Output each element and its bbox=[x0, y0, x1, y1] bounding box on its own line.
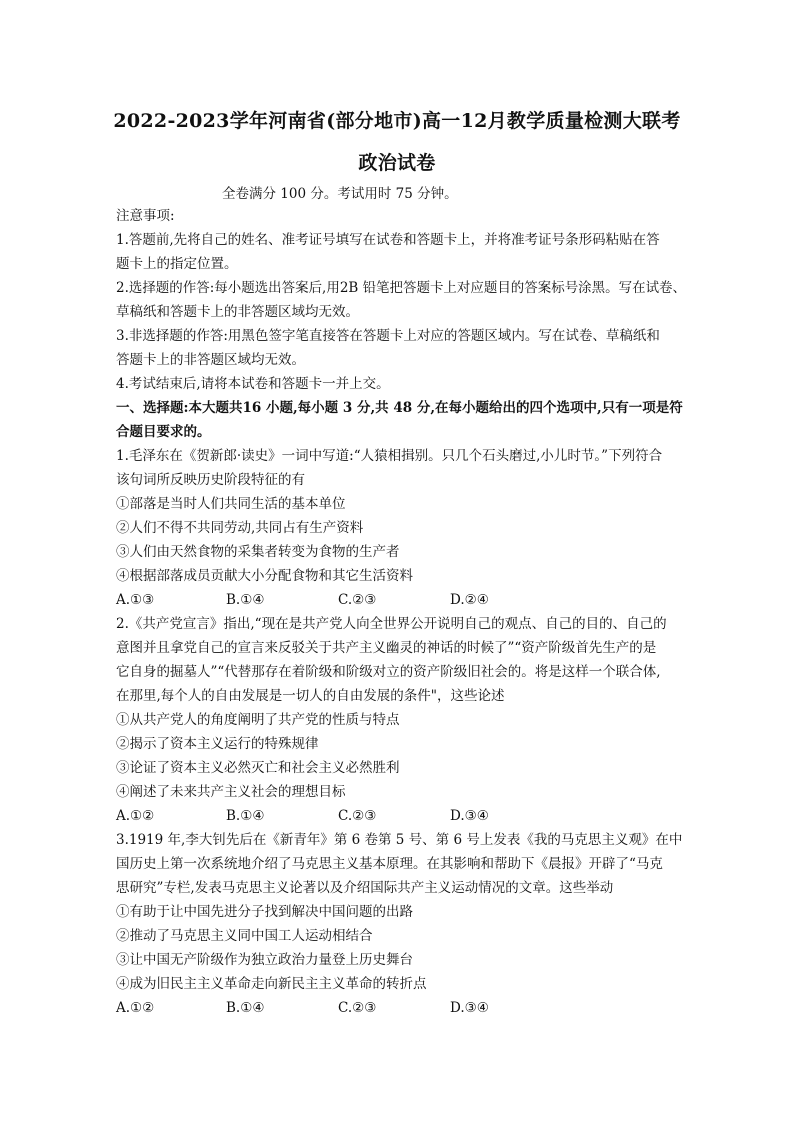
question-item: ②推动了马克思主义同中国工人运动相结合 bbox=[116, 928, 373, 944]
answer-option-c: C.②③ bbox=[338, 592, 377, 608]
question-item: ④成为旧民主主义革命走向新民主主义革命的转折点 bbox=[116, 976, 427, 992]
question-item: ②人们不得不共同劳动,共同占有生产资料 bbox=[116, 520, 364, 536]
exam-meta: 全卷满分 100 分。考试用时 75 分钟。 bbox=[222, 186, 458, 202]
answer-option-a: A.①② bbox=[116, 808, 155, 824]
question-stem: 思研究”专栏,发表马克思主义论著以及介绍国际共产主义运动情况的文章。这些举动 bbox=[116, 880, 614, 896]
exam-title: 2022-2023学年河南省(部分地市)高一12月教学质量检测大联考 bbox=[113, 110, 681, 132]
question-stem: 该句词所反映历史阶段特征的有 bbox=[116, 472, 305, 488]
answer-option-b: B.①④ bbox=[226, 1000, 265, 1016]
answer-option-b: B.①④ bbox=[226, 592, 265, 608]
answer-option-b: B.①④ bbox=[226, 808, 265, 824]
answer-option-a: A.①③ bbox=[116, 592, 155, 608]
notice-line: 草稿纸和答题卡上的非答题区域均无效。 bbox=[116, 304, 359, 320]
answer-option-c: C.②③ bbox=[338, 808, 377, 824]
section-heading: 合题目要求的。 bbox=[116, 424, 211, 440]
question-stem: 2.《共产党宣言》指出,“现在是共产党人向全世界公开说明自己的观点、自己的目的、自己的 bbox=[116, 616, 667, 632]
question-stem: 1.毛泽东在《贺新郎·读史》一词中写道:“人猿相揖别。只几个石头磨过,小儿时节。”下列符合 bbox=[116, 448, 663, 464]
question-item: ③论证了资本主义必然灭亡和社会主义必然胜利 bbox=[116, 760, 400, 776]
notice-heading: 注意事项: bbox=[116, 208, 175, 224]
notice-line: 4.考试结束后,请将本试卷和答题卡一并上交。 bbox=[116, 376, 390, 392]
question-item: ①有助于让中国先进分子找到解决中国问题的出路 bbox=[116, 904, 413, 920]
answer-option-a: A.①② bbox=[116, 1000, 155, 1016]
question-item: ①从共产党人的角度阐明了共产党的性质与特点 bbox=[116, 712, 400, 728]
question-stem: 意图并且拿党自己的宣言来反驳关于共产主义幽灵的神话的时候了”“资产阶级首先生产的是 bbox=[116, 640, 657, 656]
question-item: ②揭示了资本主义运行的特殊规律 bbox=[116, 736, 319, 752]
answer-option-c: C.②③ bbox=[338, 1000, 377, 1016]
notice-line: 答题卡上的非答题区域均无效。 bbox=[116, 352, 305, 368]
answer-option-d: D.③④ bbox=[450, 808, 489, 824]
answer-option-d: D.③④ bbox=[450, 1000, 489, 1016]
question-stem: 它自身的掘墓人”“代替那存在着阶级和阶级对立的资产阶级旧社会的。将是这样一个联合体, bbox=[116, 664, 661, 680]
section-heading: 一、选择题:本大题共16 小题,每小题 3 分,共 48 分,在每小题给出的四个选项中,只有一项是符 bbox=[116, 400, 683, 416]
notice-line: 2.选择题的作答:每小题选出答案后,用2B 铅笔把答题卡上对应题目的答案标号涂黑。写在试卷、 bbox=[116, 280, 686, 296]
question-stem: 国历史上第一次系统地介绍了马克思主义基本原理。在其影响和帮助下《晨报》开辟了“马克 bbox=[116, 856, 663, 872]
question-item: ③让中国无产阶级作为独立政治力量登上历史舞台 bbox=[116, 952, 413, 968]
subject-title: 政治试卷 bbox=[358, 152, 436, 174]
question-item: ③人们由天然食物的采集者转变为食物的生产者 bbox=[116, 544, 400, 560]
answer-option-d: D.②④ bbox=[450, 592, 489, 608]
question-stem: 在那里,每个人的自由发展是一切人的自由发展的条件"，这些论述 bbox=[116, 688, 505, 704]
question-item: ④阐述了未来共产主义社会的理想目标 bbox=[116, 784, 346, 800]
question-item: ①部落是当时人们共同生活的基本单位 bbox=[116, 496, 346, 512]
question-item: ④根据部落成员贡献大小分配食物和其它生活资料 bbox=[116, 568, 413, 584]
question-stem: 3.1919 年,李大钊先后在《新青年》第 6 卷第 5 号、第 6 号上发表《我的马克思主义观》在中 bbox=[116, 832, 683, 848]
notice-line: 3.非选择题的作答:用黑色签字笔直接答在答题卡上对应的答题区域内。写在试卷、草稿纸和 bbox=[116, 328, 660, 344]
notice-line: 题卡上的指定位置。 bbox=[116, 256, 238, 272]
notice-line: 1.答题前,先将自己的姓名、准考证号填写在试卷和答题卡上，并将准考证号条形码粘贴在答 bbox=[116, 232, 660, 248]
